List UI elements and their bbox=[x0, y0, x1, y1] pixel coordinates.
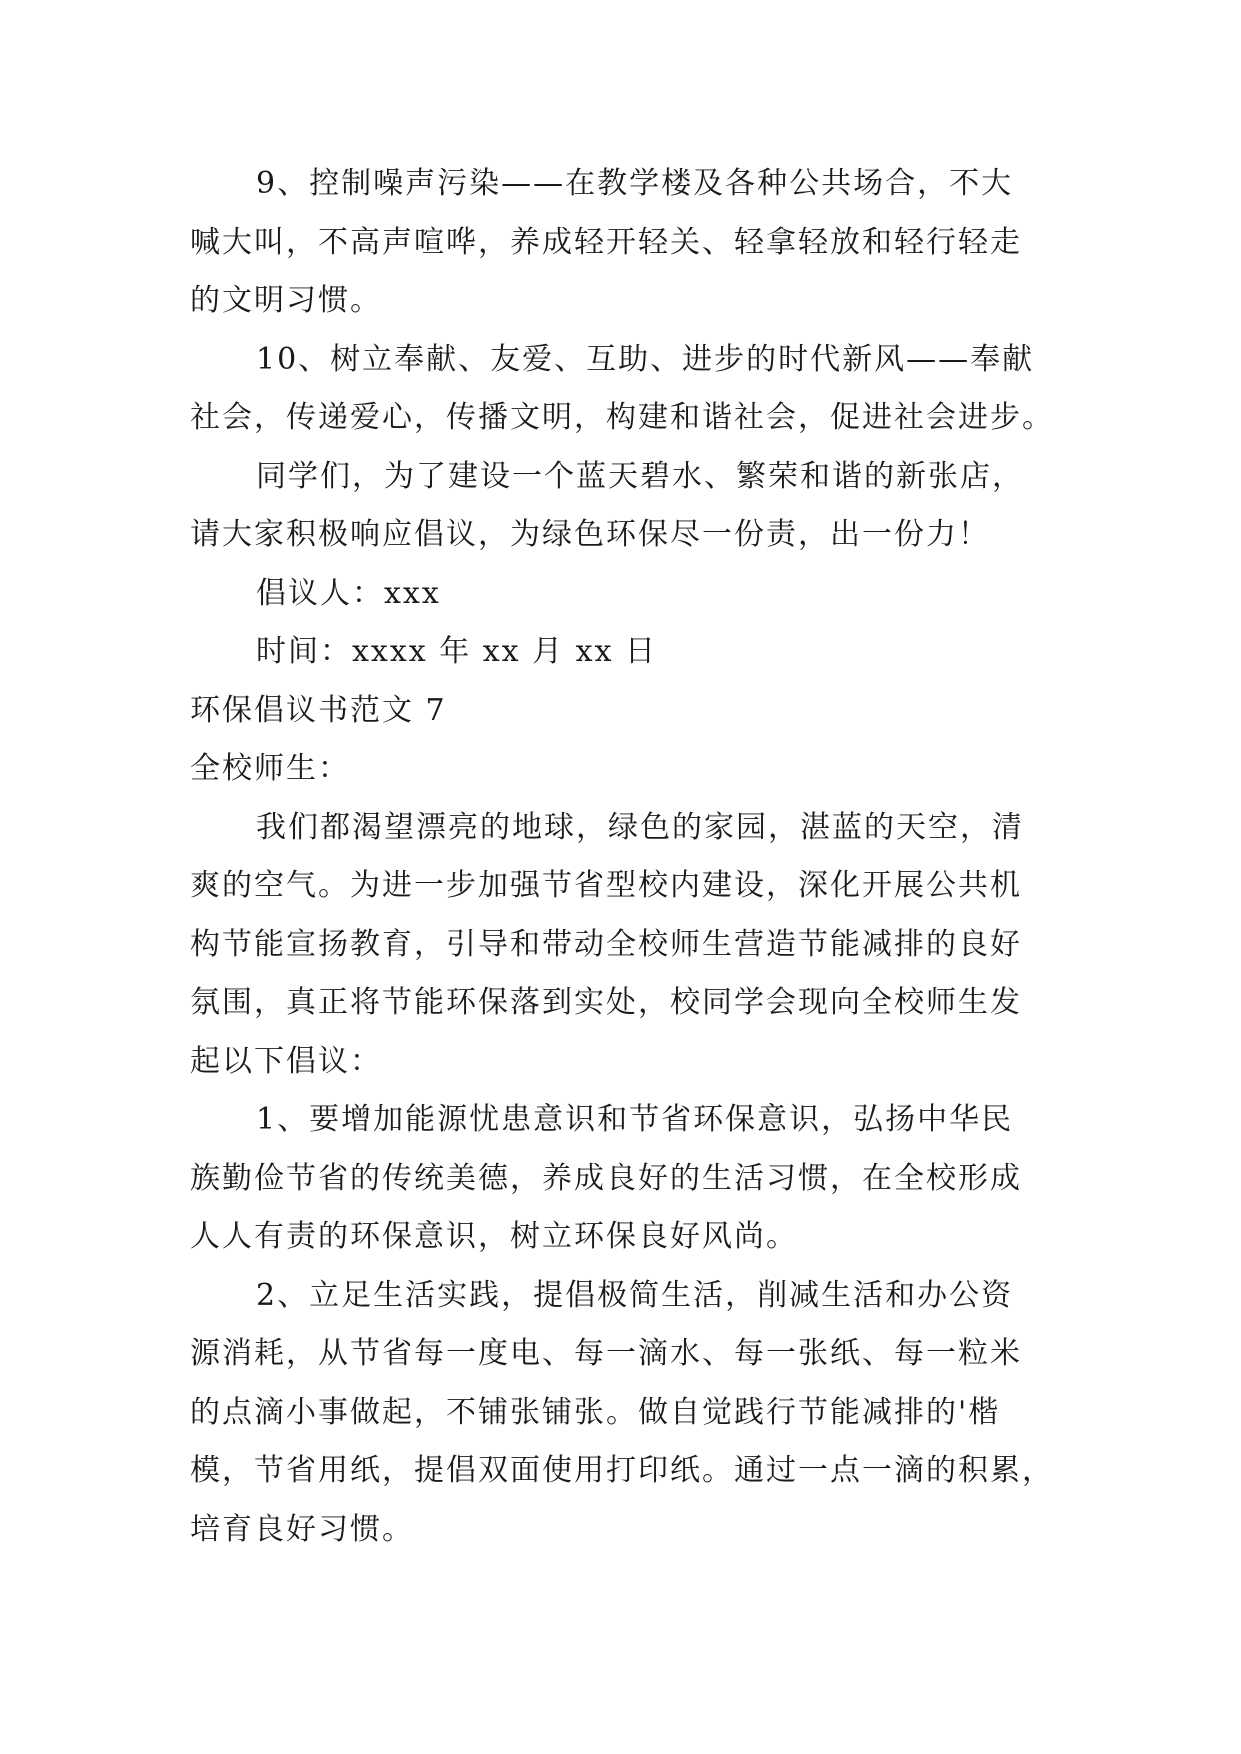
text-line: 族勤俭节省的传统美德，养成良好的生活习惯，在全校形成 bbox=[190, 1160, 1022, 1196]
text-line: 源消耗，从节省每一度电、每一滴水、每一张纸、每一粒米 bbox=[190, 1336, 1022, 1371]
document-body bbox=[190, 155, 1060, 1559]
text-line: 起以下倡议： bbox=[190, 1043, 382, 1079]
text-line: 社会，传递爱心，传播文明，构建和谐社会，促进社会进步。 bbox=[190, 400, 1054, 435]
text-line: 我们都渴望漂亮的地球，绿色的家园，湛蓝的天空，清 bbox=[256, 809, 1024, 845]
text-line: 的文明习惯。 bbox=[190, 283, 382, 318]
text-line: 氛围，真正将节能环保落到实处，校同学会现向全校师生发 bbox=[190, 985, 1022, 1020]
text-line: 人人有责的环保意识，树立环保良好风尚。 bbox=[190, 1219, 798, 1254]
text-line: 的点滴小事做起，不铺张铺张。做自觉践行节能减排的'楷 bbox=[190, 1394, 1001, 1430]
text-line: 9、控制噪声污染——在教学楼及各种公共场合，不大 bbox=[256, 166, 1014, 201]
text-line: 构节能宣扬教育，引导和带动全校师生营造节能减排的良好 bbox=[190, 926, 1022, 962]
text-line: 喊大叫，不高声喧哗，养成轻开轻关、轻拿轻放和轻行轻走 bbox=[190, 224, 1022, 260]
text-line: 培育良好习惯。 bbox=[190, 1511, 414, 1547]
text-line: 1、要增加能源忧患意识和节省环保意识，弘扬中华民 bbox=[256, 1102, 1014, 1137]
salutation: 全校师生： bbox=[190, 751, 350, 786]
section-heading: 环保倡议书范文 7 bbox=[190, 692, 447, 728]
text-line: 2、立足生活实践，提倡极简生活，削减生活和办公资 bbox=[256, 1277, 1014, 1313]
text-line: 10、树立奉献、友爱、互助、进步的时代新风——奉献 bbox=[256, 341, 1035, 377]
text-line: 请大家积极响应倡议，为绿色环保尽一份责，出一份力！ bbox=[190, 517, 990, 552]
text-line: 模，节省用纸，提倡双面使用打印纸。通过一点一滴的积累， bbox=[190, 1453, 1054, 1488]
text-line: 爽的空气。为进一步加强节省型校内建设，深化开展公共机 bbox=[190, 868, 1022, 903]
signature-date: 时间：xxxx 年 xx 月 xx 日 bbox=[256, 634, 658, 669]
text-line: 同学们，为了建设一个蓝天碧水、繁荣和谐的新张店， bbox=[256, 458, 1024, 494]
signature-proposer: 倡议人：xxx bbox=[256, 575, 441, 611]
